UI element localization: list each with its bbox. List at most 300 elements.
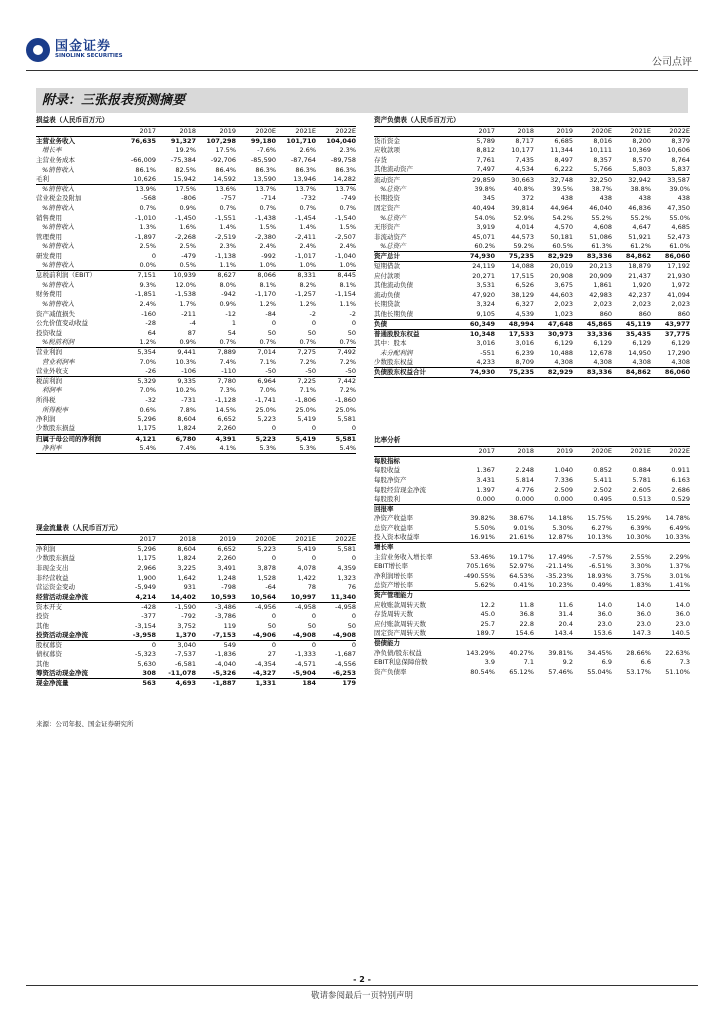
value-cell: -21.14% [545,562,573,571]
value-cell: 11.8 [519,600,534,609]
value-cell: 10.30% [612,533,651,543]
value-cell: 0.000 [456,495,495,505]
row-label-cell: 营业税金及附加 [36,194,82,203]
table-row [36,415,356,425]
value-cell: 45,071 [472,232,495,241]
value-cell: 41,094 [667,290,690,299]
table-row [36,367,356,377]
value-cell: 10.2% [175,386,196,395]
table-row [374,339,690,349]
value-cell: 154.6 [495,629,534,639]
value-cell: 3,040 [177,641,196,650]
value-cell: -32 [145,395,156,404]
value-cell: 7.2% [339,357,356,366]
row-label-cell: 资产负债率 [374,667,407,676]
value-cell: 59.2% [495,242,534,252]
value-cell: 8,627 [217,271,236,280]
value-cell: 55.0% [669,213,690,222]
value-cell: 860 [651,310,690,320]
value-cell: 0.6% [139,405,156,414]
value-cell: 32,942 [628,175,651,184]
value-cell: 75,235 [495,368,534,378]
value-cell: 36.0 [597,610,612,619]
value-cell: -1,836 [215,650,236,659]
value-cell: 2,023 [554,300,573,309]
value-cell: 2.4% [139,299,156,308]
logo-mark-icon [26,38,50,62]
value-cell [116,146,156,156]
row-label-cell: 偿债能力 [374,639,400,648]
value-cell: 1.6% [179,223,196,232]
row-label-cell: 固定资产 [374,204,400,213]
value-cell: -84 [265,309,276,318]
row-label-cell: 应收账款周转天数 [374,600,426,609]
value-cell: -992 [261,252,276,261]
table-row [36,185,356,195]
value-cell: 53.17% [626,667,651,676]
value-cell: 8,570 [632,156,651,165]
value-cell: 50 [347,621,356,630]
ratio-analysis-table [374,447,690,677]
value-cell: 44,964 [550,204,573,213]
year-header-cell: 2020E [236,535,276,545]
table-row [374,591,690,601]
row-label-cell: 股权募资 [36,641,62,650]
value-cell: 50 [347,328,356,337]
value-cell: 7.0% [139,357,156,366]
row-label-cell: EBIT利息保障倍数 [374,658,428,667]
income-statement-table [36,127,356,454]
value-cell: 1,331 [255,679,276,688]
value-cell: -1,257 [295,290,316,299]
value-cell: 0 [311,612,316,621]
value-cell: 2,023 [671,300,690,309]
value-cell: 14.18% [548,514,573,523]
table-row [36,424,356,434]
value-cell [495,457,534,467]
value-cell: -1,017 [295,252,316,261]
row-label-cell: 净利率 [36,444,116,454]
table-row [374,629,690,639]
value-cell: 860 [612,310,651,320]
value-cell: 50 [267,621,276,630]
value-cell: 2.5% [179,242,196,251]
table-row [36,261,356,271]
value-cell: 25.0% [335,405,356,414]
year-header-cell: 2017 [456,127,495,137]
value-cell [456,543,495,553]
row-label-cell: 债权募资 [36,650,62,659]
table-row [374,572,690,582]
row-label-cell: 流动负债 [374,290,400,299]
value-cell: -490.55% [463,572,495,581]
table-row [36,290,356,300]
value-cell: 45,119 [612,319,651,329]
value-cell: 438 [599,194,612,203]
value-cell: -4,571 [295,660,316,669]
value-cell: 5,837 [651,165,690,175]
row-label-cell: %总资产 [374,242,456,252]
value-cell: 1,861 [593,281,612,290]
table-row [36,300,356,310]
value-cell: 2.5% [139,242,156,251]
row-label-cell: EBIT增长率 [374,562,408,571]
table-row [36,165,356,175]
value-cell: 65.12% [509,667,534,676]
value-cell: 8,016 [593,137,612,146]
value-cell: 51,086 [589,232,612,241]
table-row [374,505,690,515]
value-cell: 10,626 [116,175,156,185]
value-cell: 6.6 [640,658,651,667]
row-label-cell: 无形资产 [374,223,400,232]
value-cell: 0.7% [276,338,316,348]
value-cell: 10,348 [469,329,495,338]
row-label-cell: 增长率 [374,543,394,552]
value-cell [456,505,495,515]
table-row [36,328,356,338]
row-label-cell: 总资产收益率 [374,524,413,533]
value-cell: 0.41% [495,581,534,591]
year-header-cell: 2022E [316,535,356,545]
row-label-cell: 每股经营现金净流 [374,485,426,494]
table-row [374,319,690,329]
value-cell: 5.814 [515,476,534,485]
row-label-cell: 货币资金 [374,137,400,146]
value-cell: 3.9 [484,658,495,667]
value-cell: 104,040 [326,137,356,146]
value-cell: 9,105 [456,310,495,320]
value-cell: 1,175 [137,554,156,563]
value-cell: -5,904 [276,669,316,679]
value-cell: 7,435 [515,156,534,165]
year-header-cell: 2022E [651,127,690,137]
value-cell: 76 [347,583,356,592]
value-cell: 17,533 [508,329,534,338]
value-cell: -4,327 [236,669,276,679]
value-cell: 143.4 [534,629,573,639]
value-cell: 438 [638,194,651,203]
value-cell [573,639,612,649]
row-label-cell: %销售收入 [36,261,116,271]
value-cell: 0.513 [612,495,651,505]
value-cell: 5,581 [335,434,356,443]
table-row [374,476,690,486]
value-cell: 1.4% [219,223,236,232]
value-cell: 13.7% [335,185,356,194]
value-cell: 22.63% [665,648,690,657]
value-cell: 37,775 [664,329,690,338]
cashflow-table [36,535,356,689]
value-cell: 2,023 [632,300,651,309]
value-cell: 15.75% [587,514,612,523]
value-cell: 60.5% [534,242,573,252]
value-cell: 52.9% [513,213,534,222]
value-cell: -428 [141,602,156,611]
value-cell: -4,556 [335,660,356,669]
value-cell: 0.000 [495,495,534,505]
value-cell: -2,507 [335,232,356,241]
value-cell: 860 [573,310,612,320]
table-row [374,137,690,147]
value-cell: 7.336 [554,476,573,485]
value-cell: 0 [351,641,356,650]
value-cell: -5,323 [135,650,156,659]
value-cell: 438 [560,194,573,203]
value-cell: 0.000 [534,495,573,505]
value-cell: 5.411 [593,476,612,485]
value-cell: -4,958 [295,602,316,611]
value-cell: 35,435 [625,329,651,338]
value-cell: -4,040 [215,660,236,669]
table-row [36,621,356,631]
value-cell: 1.2% [116,338,156,348]
value-cell: 83,336 [573,368,612,378]
value-cell: 6,129 [632,339,651,348]
value-cell: 14,592 [196,175,236,185]
row-label-cell: 其他流动负债 [374,281,413,290]
value-cell: 8.0% [219,280,236,289]
value-cell: -4,354 [255,660,276,669]
year-header-cell: 2022E [651,447,690,457]
value-cell: 19.17% [509,552,534,561]
footer-divider [26,985,698,986]
table-row [374,213,690,223]
value-cell: 1,323 [337,573,356,582]
table-row [36,309,356,319]
table-row [36,146,356,156]
value-cell: 1,422 [297,573,316,582]
value-cell: 28.66% [626,648,651,657]
value-cell: 1,972 [671,281,690,290]
value-cell: 3.01% [669,572,690,581]
row-label-cell: 公允价值变动收益 [36,319,88,328]
value-cell: 17,192 [667,262,690,271]
value-cell: 17,515 [511,271,534,280]
value-cell: 20,019 [550,262,573,271]
value-cell: 0 [311,641,316,650]
table-row [374,281,690,291]
value-cell: 0.7% [236,338,276,348]
value-cell: -1,590 [175,602,196,611]
value-cell: 13.7% [295,185,316,194]
value-cell: 20,908 [550,271,573,280]
table-row [36,204,356,214]
footer-disclaimer: 敬请参阅最后一页特别声明 [310,991,413,1001]
value-cell: -211 [181,309,196,318]
value-cell [495,591,534,601]
value-cell: 20,909 [589,271,612,280]
value-cell: 50 [267,328,276,337]
value-cell [534,591,573,601]
table-row [374,485,690,495]
value-cell: 5,419 [297,545,316,554]
value-cell: -4 [189,319,196,328]
value-cell: 7.3% [219,386,236,395]
value-cell: 15.29% [626,514,651,523]
value-cell: -92,706 [210,156,236,165]
value-cell: 17.5% [175,185,196,194]
row-label-cell: 归属于母公司的净利润 [36,434,101,443]
value-cell [495,543,534,553]
value-cell: 64 [147,328,156,337]
logo-text-cn: 国金证券 [55,39,112,54]
row-label-cell: 应付款项 [374,271,400,280]
value-cell: 308 [116,669,156,679]
value-cell: 0.0% [116,261,156,271]
table-row [36,554,356,564]
value-cell: 1.5% [339,223,356,232]
income-statement-heading: 损益表（人民币百万元） [36,116,356,127]
value-cell: -3,958 [116,631,156,641]
table-row [374,348,690,358]
value-cell: 6.49% [669,524,690,533]
value-cell: 8,066 [257,271,276,280]
value-cell: -568 [141,194,156,203]
value-cell: 5,329 [137,376,156,385]
value-cell: 86.4% [215,165,236,174]
value-cell: 86.3% [295,165,316,174]
row-label-cell: 研发费用 [36,252,62,261]
value-cell: 9,441 [177,348,196,357]
value-cell: 7.4% [156,444,196,454]
value-cell: 184 [302,679,316,688]
value-cell: -1,128 [215,395,236,404]
value-cell: 4,570 [554,223,573,232]
table-row [374,146,690,156]
value-cell: 75,235 [495,252,534,262]
value-cell: 10,488 [550,348,573,357]
value-cell: 17,290 [667,348,690,357]
value-cell: 20,271 [472,271,495,280]
row-label-cell: 长期投资 [374,194,400,203]
value-cell: 6,327 [515,300,534,309]
value-cell: 54.2% [552,213,573,222]
table-row [374,639,690,649]
value-cell: -4,908 [276,631,316,641]
value-cell: 1.37% [669,562,690,571]
value-cell: 61.0% [651,242,690,252]
value-cell: 84,862 [612,252,651,262]
value-cell: 563 [142,679,156,688]
value-cell: 1.1% [339,299,356,308]
value-cell: 6,222 [534,165,573,175]
year-header-cell: 2019 [534,127,573,137]
value-cell: -1,860 [335,395,356,404]
value-cell: -1,010 [135,213,156,222]
row-label-cell: 其他 [36,660,49,669]
row-label-cell: 少数股东权益 [374,358,456,368]
table-row [36,583,356,593]
value-cell: 5.4% [116,444,156,454]
value-cell: 4,391 [215,434,236,443]
value-cell: 0 [271,554,276,563]
value-cell: 4,693 [175,679,196,688]
row-label-cell: 每股股利 [374,495,456,505]
table-row [374,233,690,243]
value-cell: -66,009 [130,156,156,165]
table-row [36,376,356,386]
value-cell: 3,016 [515,339,534,348]
value-cell: 1,920 [632,281,651,290]
year-header-cell: 2019 [534,447,573,457]
table-row [374,581,690,591]
row-label-cell: 所得税率 [42,405,68,414]
value-cell: 8,200 [632,137,651,146]
table-row [36,223,356,233]
value-cell: 9.3% [139,280,156,289]
value-cell: 24,119 [472,262,495,271]
value-cell: 14,950 [628,348,651,357]
value-cell: 14,402 [156,593,196,603]
value-cell: 5,581 [337,545,356,554]
value-cell: 5,354 [137,348,156,357]
value-cell: 48,994 [495,319,534,329]
value-cell: 1.3% [139,223,156,232]
value-cell: 53.46% [470,552,495,561]
value-cell: 0.9% [156,338,196,348]
value-cell: 45.0 [480,610,495,619]
value-cell: 10,369 [628,146,651,155]
value-cell: 18,879 [628,262,651,271]
value-cell: 15,942 [156,175,196,185]
table-row [36,338,356,348]
value-cell: -1,454 [295,213,316,222]
value-cell: 5,223 [257,415,276,424]
value-cell: 0.495 [573,495,612,505]
row-label-cell: 投资活动现金净流 [36,631,116,641]
value-cell: -35.23% [545,572,573,581]
balance-sheet-heading: 资产负债表（人民币百万元） [374,116,690,127]
value-cell [573,505,612,515]
value-cell: -749 [341,194,356,203]
value-cell: 91,327 [170,137,196,146]
ratio-analysis-heading: 比率分析 [374,436,690,447]
value-cell: 23.0 [675,619,690,628]
value-cell: 7,151 [137,271,156,280]
value-cell: 39.81% [548,648,573,657]
value-cell: 3,919 [476,223,495,232]
value-cell: 21,930 [667,271,690,280]
value-cell: 40.27% [509,648,534,657]
value-cell: -1,170 [255,290,276,299]
row-label-cell: 总资产增长率 [374,581,456,591]
value-cell: 5,223 [257,545,276,554]
value-cell: 39,814 [511,204,534,213]
row-label-cell: 管理费用 [36,232,62,241]
value-cell: -64 [265,583,276,592]
value-cell: 0.9% [219,299,236,308]
value-cell: 4,359 [337,564,356,573]
row-label-cell: 短期借款 [374,262,400,271]
value-cell: 189.7 [456,629,495,639]
value-cell: 0 [351,554,356,563]
value-cell: 86.3% [335,165,356,174]
row-label-cell: 息税前利润（EBIT） [36,271,96,280]
value-cell: 0.852 [593,466,612,475]
value-cell: 76,635 [130,137,156,146]
row-label-cell: 营业利润 [36,348,62,357]
value-cell: 7.1 [523,658,534,667]
row-label-cell: 资产管理能力 [374,591,413,600]
value-cell: 7,889 [217,348,236,357]
table-row [36,650,356,660]
value-cell: 2.686 [671,485,690,494]
table-row [36,357,356,367]
value-cell: 5,419 [297,415,316,424]
row-label-cell: %销售收入 [42,185,75,194]
value-cell: -731 [181,395,196,404]
